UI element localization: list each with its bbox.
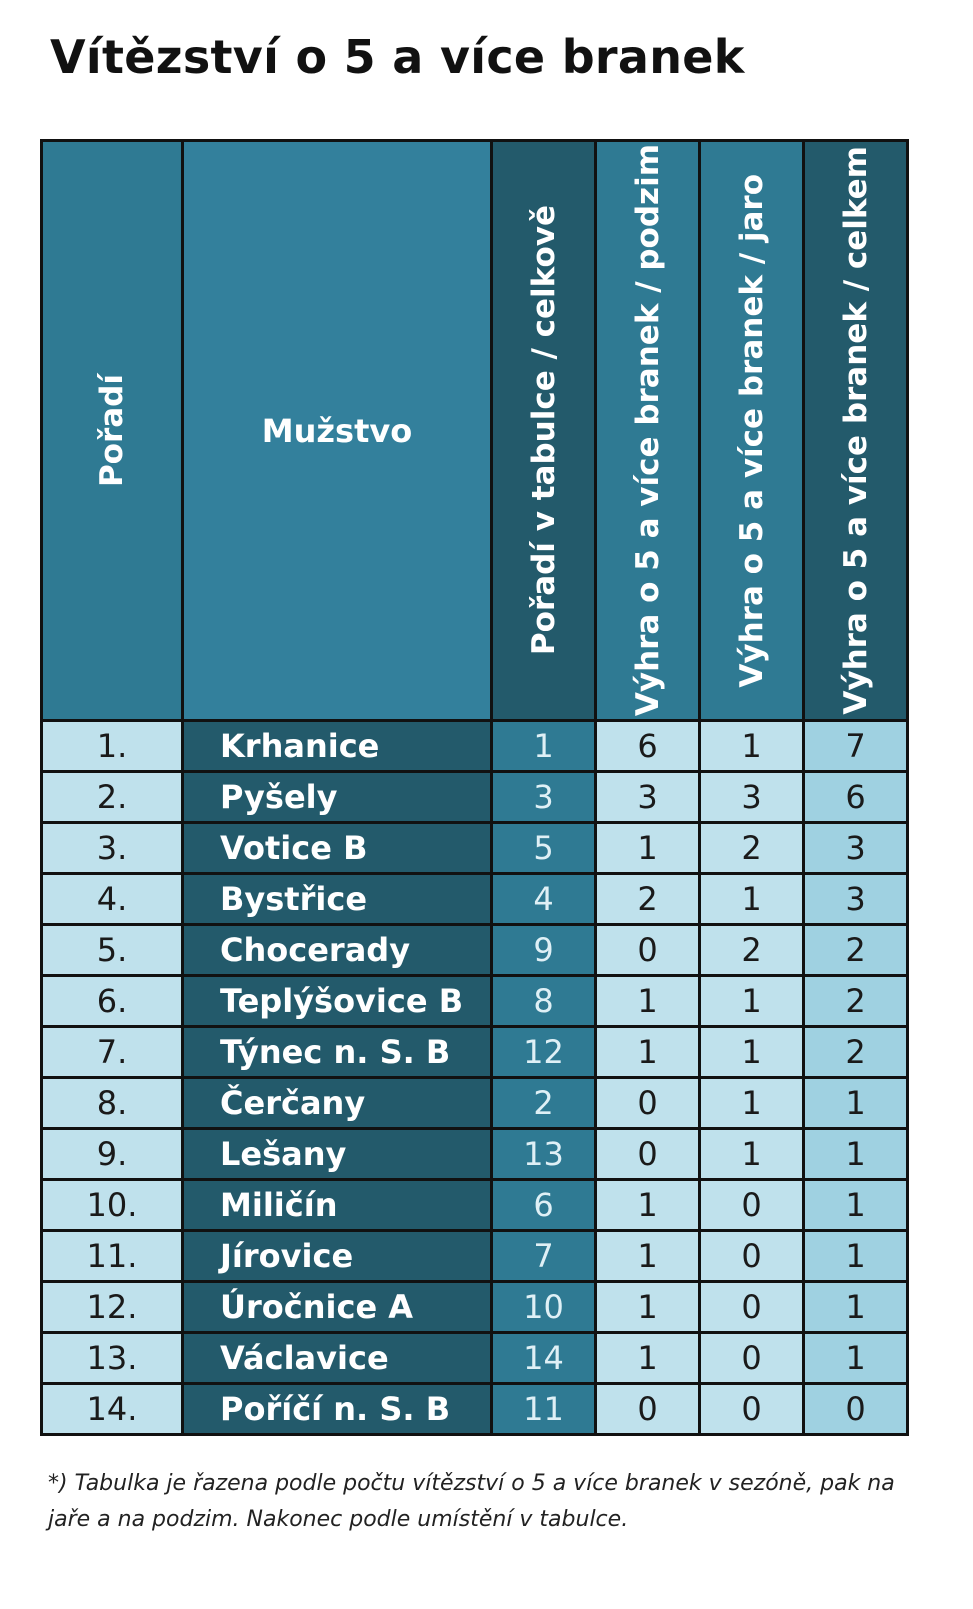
table-row — [42, 1129, 908, 1180]
cell-total: 2 — [804, 1027, 908, 1078]
cell-team: Chocerady — [183, 925, 492, 976]
cell-autumn: 1 — [596, 1231, 700, 1282]
cell-team: Jírovice — [183, 1231, 492, 1282]
cell-team: Miličín — [183, 1180, 492, 1231]
cell-spring: 2 — [700, 823, 804, 874]
cell-autumn: 1 — [596, 1282, 700, 1333]
cell-total: 2 — [804, 976, 908, 1027]
cell-autumn: 0 — [596, 1384, 700, 1435]
cell-table-position: 11 — [492, 1384, 596, 1435]
cell-total: 1 — [804, 1282, 908, 1333]
cell-table-position: 7 — [492, 1231, 596, 1282]
cell-team: Václavice — [183, 1333, 492, 1384]
table-row — [42, 1282, 908, 1333]
cell-total: 2 — [804, 925, 908, 976]
cell-spring: 1 — [700, 1129, 804, 1180]
header-table-position-label: Pořadí v tabulce / celkově — [525, 205, 562, 656]
table-row — [42, 772, 908, 823]
cell-total: 3 — [804, 823, 908, 874]
header-autumn-label: Výhra o 5 a více branek / podzim — [629, 144, 666, 717]
header-team-label: Mužstvo — [261, 411, 413, 450]
cell-total: 1 — [804, 1333, 908, 1384]
cell-team: Votice B — [183, 823, 492, 874]
cell-team: Lešany — [183, 1129, 492, 1180]
cell-autumn: 3 — [596, 772, 700, 823]
cell-autumn: 2 — [596, 874, 700, 925]
cell-rank: 13. — [42, 1333, 183, 1384]
cell-rank: 8. — [42, 1078, 183, 1129]
cell-spring: 1 — [700, 1027, 804, 1078]
standings-table — [40, 139, 909, 1436]
table-row — [42, 874, 908, 925]
cell-rank: 4. — [42, 874, 183, 925]
cell-rank: 14. — [42, 1384, 183, 1435]
cell-table-position: 12 — [492, 1027, 596, 1078]
table-row — [42, 1027, 908, 1078]
cell-total: 1 — [804, 1129, 908, 1180]
cell-rank: 5. — [42, 925, 183, 976]
header-total-label: Výhra o 5 a více branek / celkem — [837, 146, 874, 715]
cell-rank: 6. — [42, 976, 183, 1027]
cell-spring: 0 — [700, 1333, 804, 1384]
cell-team: Poříčí n. S. B — [183, 1384, 492, 1435]
cell-autumn: 6 — [596, 721, 700, 772]
cell-rank: 7. — [42, 1027, 183, 1078]
cell-autumn: 0 — [596, 925, 700, 976]
cell-table-position: 2 — [492, 1078, 596, 1129]
cell-rank: 3. — [42, 823, 183, 874]
cell-total: 3 — [804, 874, 908, 925]
table-row — [42, 1333, 908, 1384]
table-row — [42, 976, 908, 1027]
cell-rank: 10. — [42, 1180, 183, 1231]
cell-spring: 0 — [700, 1231, 804, 1282]
cell-rank: 11. — [42, 1231, 183, 1282]
header-rank-label: Pořadí — [94, 373, 130, 488]
cell-autumn: 0 — [596, 1129, 700, 1180]
table-row — [42, 823, 908, 874]
footnote: *) Tabulka je řazena podle počtu vítězství o 5 a více branek v sezóně, pak na jaře a na podzim. Nakonec podle umístění v tabulce. — [48, 1471, 895, 1532]
cell-team: Krhanice — [183, 721, 492, 772]
header-rank — [42, 141, 183, 721]
cell-total: 7 — [804, 721, 908, 772]
cell-total: 1 — [804, 1078, 908, 1129]
cell-spring: 1 — [700, 1078, 804, 1129]
header-team — [183, 141, 492, 721]
cell-total: 6 — [804, 772, 908, 823]
cell-spring: 0 — [700, 1384, 804, 1435]
cell-rank: 12. — [42, 1282, 183, 1333]
cell-rank: 9. — [42, 1129, 183, 1180]
header-spring-label: Výhra o 5 a více branek / jaro — [733, 173, 770, 688]
cell-table-position: 4 — [492, 874, 596, 925]
header-total — [804, 141, 908, 721]
cell-team: Pyšely — [183, 772, 492, 823]
cell-total: 1 — [804, 1231, 908, 1282]
cell-spring: 3 — [700, 772, 804, 823]
page-title: Vítězství o 5 a více branek — [50, 30, 745, 84]
cell-team: Úročnice A — [183, 1282, 492, 1333]
cell-rank: 2. — [42, 772, 183, 823]
cell-autumn: 1 — [596, 1333, 700, 1384]
cell-spring: 1 — [700, 874, 804, 925]
cell-autumn: 1 — [596, 976, 700, 1027]
table-row — [42, 1384, 908, 1435]
cell-spring: 0 — [700, 1180, 804, 1231]
table-row — [42, 925, 908, 976]
cell-autumn: 1 — [596, 823, 700, 874]
cell-total: 1 — [804, 1180, 908, 1231]
cell-table-position: 8 — [492, 976, 596, 1027]
table-body — [42, 721, 908, 1435]
cell-rank: 1. — [42, 721, 183, 772]
table-row — [42, 1078, 908, 1129]
cell-spring: 2 — [700, 925, 804, 976]
header-spring — [700, 141, 804, 721]
cell-spring: 1 — [700, 976, 804, 1027]
cell-team: Teplýšovice B — [183, 976, 492, 1027]
table-row — [42, 1231, 908, 1282]
cell-spring: 1 — [700, 721, 804, 772]
table-row — [42, 721, 908, 772]
cell-table-position: 13 — [492, 1129, 596, 1180]
cell-table-position: 1 — [492, 721, 596, 772]
cell-total: 0 — [804, 1384, 908, 1435]
cell-autumn: 1 — [596, 1180, 700, 1231]
cell-team: Týnec n. S. B — [183, 1027, 492, 1078]
cell-table-position: 5 — [492, 823, 596, 874]
cell-autumn: 0 — [596, 1078, 700, 1129]
cell-autumn: 1 — [596, 1027, 700, 1078]
header-row — [42, 141, 908, 721]
cell-table-position: 14 — [492, 1333, 596, 1384]
cell-spring: 0 — [700, 1282, 804, 1333]
cell-table-position: 3 — [492, 772, 596, 823]
header-autumn — [596, 141, 700, 721]
cell-table-position: 10 — [492, 1282, 596, 1333]
cell-table-position: 6 — [492, 1180, 596, 1231]
header-table-position — [492, 141, 596, 721]
cell-table-position: 9 — [492, 925, 596, 976]
table-row — [42, 1180, 908, 1231]
cell-team: Bystřice — [183, 874, 492, 925]
cell-team: Čerčany — [183, 1078, 492, 1129]
